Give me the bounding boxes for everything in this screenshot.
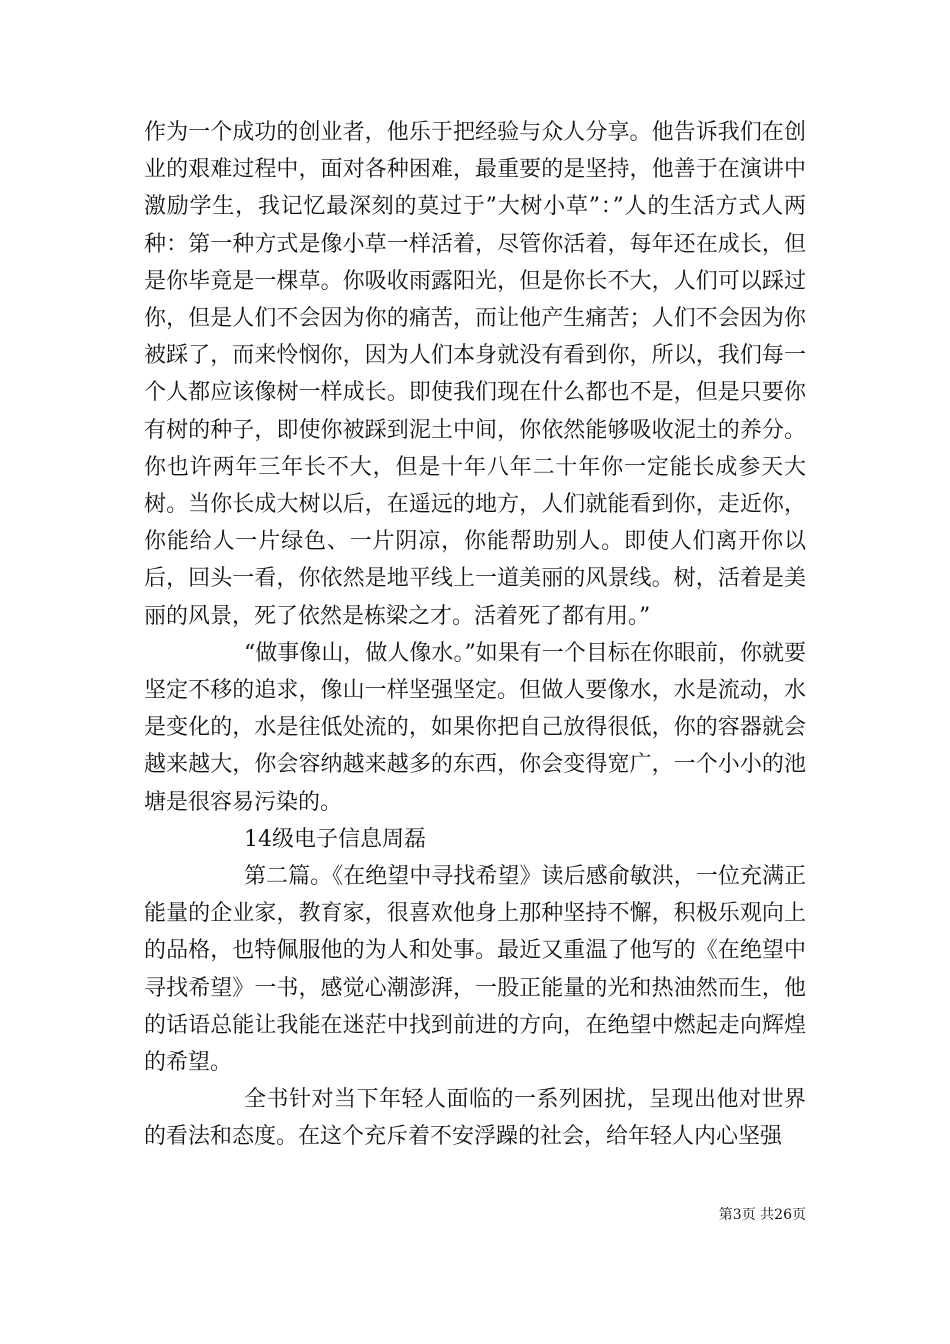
footer-middle: 页 共 bbox=[741, 1207, 775, 1223]
footer-prefix: 第 bbox=[718, 1207, 733, 1223]
footer-current-page: 3 bbox=[732, 1207, 742, 1223]
paragraph-mountain-and-water: “做事像山，做人像水。”如果有一个目标在你眼前，你就要坚定不移的追求，像山一样坚强坚定。但做人要像水，水是流动，水是变化的，水是往低处流的，如果你把自己放得很低，你的容器就会越来越大，你会容纳越来越多的东西，你会变得宽广，一个小小的池塘是很容易污染的。 bbox=[144, 640, 806, 815]
footer-suffix: 页 bbox=[792, 1207, 806, 1223]
document-body bbox=[144, 114, 806, 1156]
footer-total-pages: 26 bbox=[774, 1207, 792, 1223]
page-footer bbox=[719, 1206, 806, 1224]
paragraph-book-overview: 全书针对当下年轻人面临的一系列困扰，呈现出他对世界的看法和态度。在这个充斥着不安浮躁的社会，给年轻人内心坚强 bbox=[144, 1087, 806, 1150]
paragraph-second-article-intro: 第二篇。《在绝望中寻找希望》读后感俞敏洪，一位充满正能量的企业家，教育家，很喜欢他身上那种坚持不懈，积极乐观向上的品格，也特佩服他的为人和处事。最近又重温了他写的《在绝望中寻找希望》一书，感觉心潮澎湃，一股正能量的光和热油然而生，他的话语总能让我能在迷茫中找到前进的方向，在绝望中燃起走向辉煌的希望。 bbox=[144, 864, 806, 1076]
paragraph-tree-and-grass: 作为一个成功的创业者，他乐于把经验与众人分享。他告诉我们在创业的艰难过程中，面对各种困难，最重要的是坚持，他善于在演讲中激励学生，我记忆最深刻的莫过于”大树小草”：”人的生活方式人两种：第一种方式是像小草一样活着，尽管你活着，每年还在成长，但是你毕竟是一棵草。你吸收雨露阳光，但是你长不大，人们可以踩过你，但是人们不会因为你的痛苦，而让他产生痛苦；人们不会因为你被踩了，而来怜悯你，因为人们本身就没有看到你，所以，我们每一个人都应该像树一样成长。即使我们现在什么都也不是，但是只要你有树的种子，即使你被踩到泥土中间，你依然能够吸收泥土的养分。你也许两年三年长不大，但是十年八年二十年你一定能长成参天大树。当你长成大树以后，在遥远的地方，人们就能看到你，走近你，你能给人一片绿色、一片阴凉，你能帮助别人。即使人们离开你以后，回头一看，你依然是地平线上一道美丽的风景线。树，活着是美丽的风景，死了依然是栋梁之才。活着死了都有用。” bbox=[144, 120, 806, 629]
author-signature: 14级电子信息周磊 bbox=[244, 826, 426, 852]
